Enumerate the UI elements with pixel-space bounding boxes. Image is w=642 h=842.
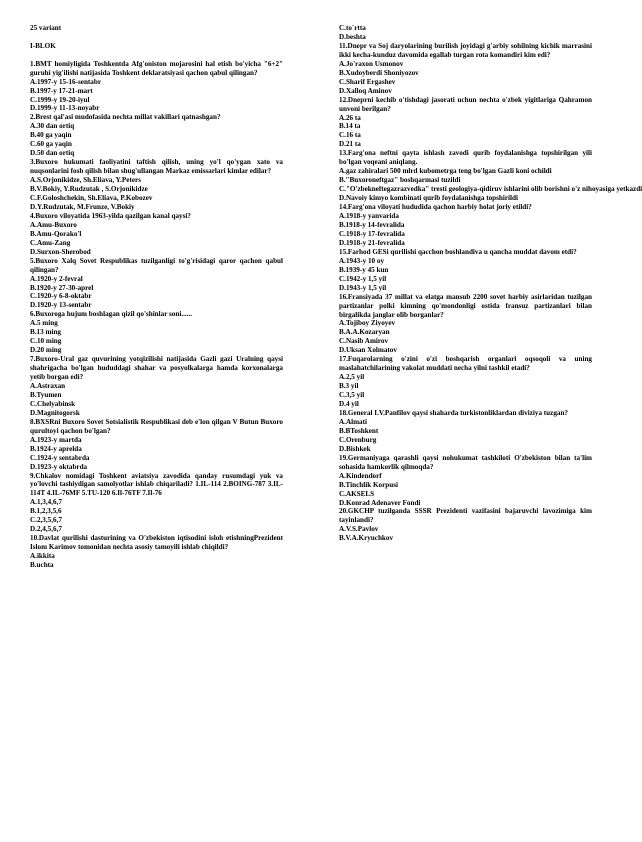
answer-option: D.beshta bbox=[339, 32, 366, 41]
answer-option: B.BToshkent bbox=[339, 426, 379, 435]
answer-option: A.S.Orjonikidze, Sh.Eliava, Y.Peters bbox=[30, 176, 141, 185]
right-question-list bbox=[339, 41, 642, 543]
answer-option: B.V.Bokiy, Y.Rudzutak , S.Orjonikidze bbox=[30, 185, 148, 194]
question-text: 2.Brest qal'asi mudofasida nechta millat vakillari qatnashgan? bbox=[30, 113, 221, 122]
answer-option: C.16 ta bbox=[339, 131, 361, 140]
answer-option: A.Kindendorf bbox=[339, 471, 382, 480]
question-text: 4.Buxoro viloyatida 1963-yilda qazilgan kanal qaysi? bbox=[30, 211, 191, 220]
block-title: I-BLOK bbox=[30, 41, 56, 50]
question-block bbox=[339, 507, 592, 543]
answer-option: D.1943-y 1,5 yil bbox=[339, 283, 387, 292]
answer-option: B.1918-y 14-fevralida bbox=[339, 220, 405, 229]
answer-option: C.1942-y 1,5 yil bbox=[339, 274, 387, 283]
question-block bbox=[30, 257, 283, 311]
question-text: 11.Dnepr va Soj daryolarining burilish joyidagi g'arbiy sohilning kichik marrasini ikki kecha-kunduz davomida egallab turgan rota komandiri kim edi? bbox=[339, 41, 592, 59]
question-block bbox=[30, 418, 283, 472]
question-block bbox=[339, 203, 592, 248]
answer-option: D.Y.Rudzutak, M.Frunze, V.Bokiy bbox=[30, 202, 135, 211]
answer-option: B.1920-y 27-30-aprel bbox=[30, 283, 94, 292]
answer-option: D.Konrad Adenaver Fondi bbox=[339, 498, 421, 507]
answer-option: D.1920-y 13-sentabr bbox=[30, 301, 92, 310]
question-text: 12.Dneprni kechib o'tishdagi jasorati uchun nechta o'zbek yigitlariga Qahramon unvoni berilgan? bbox=[339, 95, 592, 113]
answer-option: A.Tojiboy Ziyoyev bbox=[339, 319, 396, 328]
question-block bbox=[339, 248, 592, 293]
answer-option: C."O'zbekneftegazrazvedka" tresti geologiya-qidiruv ishlarini olib borishni o'z nihoyasiga yetkazdi bbox=[339, 185, 642, 194]
question-text: 6.Buxoroga hujum boshlagan qizil qo'shinlar soni...... bbox=[30, 310, 193, 319]
question-text: 10.Davlat qurilishi dasturining va O'zbekiston iqtisodini isloh etishningPrezident Islom Karimov tomonidan nechta asosiy tamoyili ishlab chiqildi? bbox=[30, 534, 283, 552]
spacer bbox=[30, 33, 283, 42]
question-text: 15.Farhod GESi qurilishi qacchon boshlandiva u qancha muddat davom etdi? bbox=[339, 247, 577, 256]
answer-option: A.V.S.Pavlov bbox=[339, 525, 379, 534]
question-block bbox=[30, 158, 283, 212]
question-text: 20.GKCHP tuzilganda SSSR Prezidenti vazifasini bajaruvchi lavozimiga kim tayinlandi? bbox=[339, 507, 592, 525]
answer-option: D.1918-y 21-fevralida bbox=[339, 238, 405, 247]
answer-option: A.1918-y yanvarida bbox=[339, 212, 399, 221]
answer-option: A.ikkita bbox=[30, 552, 55, 561]
answer-option: B.V.A.Kryuchkov bbox=[339, 534, 394, 543]
answer-option: C.60 ga yaqin bbox=[30, 140, 72, 149]
question-text: 3.Buxoro hukumati faoliyatini taftish qilish, uning yo'l qo'ygan xato va nuqsonlarini fosh qilish bilan shug'ullangan Markaz emissarlari kimlar edilar? bbox=[30, 158, 283, 176]
answer-option: B.3 yil bbox=[339, 382, 359, 391]
answer-option: B.1,2,3,5,6 bbox=[30, 507, 62, 516]
question-block bbox=[339, 149, 642, 203]
answer-option: C.Sharif Ergashev bbox=[339, 77, 396, 86]
question-block bbox=[339, 409, 592, 454]
left-column bbox=[30, 24, 283, 570]
left-question-list bbox=[30, 60, 283, 570]
answer-option: D.1999-y 11-13-noyabr bbox=[30, 104, 100, 113]
question-text: 19.Germaniyaga qarashli qaysi nohukumat tashkiloti O'zbekiston bilan ta'lim sohasida hamkorlik qilmoqda? bbox=[339, 453, 592, 471]
question-block bbox=[30, 113, 283, 158]
answer-option: C.Orenburg bbox=[339, 435, 377, 444]
answer-option: B.1924-y aprelda bbox=[30, 444, 82, 453]
answer-option: A.1997-y 15-16-sentabr bbox=[30, 77, 102, 86]
answer-option: D.1923-y oktabrda bbox=[30, 462, 88, 471]
answer-option: B.Xudoyberdi Shoniyozov bbox=[339, 68, 419, 77]
question-block bbox=[30, 472, 283, 535]
question-block bbox=[339, 96, 592, 150]
question-text: 17.Fuqarolarning o'zini o'zi boshqarish organlari oqsoqoli va uning maslahatchilarining vakolat muddati necha yilni tashkil etadi? bbox=[339, 355, 592, 373]
answer-option: D.Uksan Xolmatov bbox=[339, 346, 397, 355]
answer-option: A.Almati bbox=[339, 417, 367, 426]
answer-option: C.AKSELS bbox=[339, 489, 375, 498]
answer-option: A.26 ta bbox=[339, 113, 361, 122]
question-block bbox=[339, 42, 592, 96]
carried-answer-list bbox=[339, 24, 592, 42]
answer-option: B."Buxoroneftgaz" boshqarmasi tuzildi bbox=[339, 176, 461, 185]
answer-option: A.5 ming bbox=[30, 319, 58, 328]
answer-option: D.Navoiy kimyo kombinati qurib foydalanishga topshirildi bbox=[339, 194, 518, 203]
answer-option: D.Surxon-Sherobod bbox=[30, 247, 91, 256]
question-text: 7.Buxoro-Ural gaz quvurining yotqizilishi natijasida Gazli gazi Uralning qaysi shahrigacha bo'lgan hududdagi shahar va posyolkalarga hamda korxonalarga yetib borgan edi? bbox=[30, 355, 283, 382]
answer-option: C.3,5 yil bbox=[339, 391, 365, 400]
answer-option: A.Astraxan bbox=[30, 382, 66, 390]
answer-option: A.1,3,4,6,7 bbox=[30, 498, 62, 507]
answer-option: C.Chelyabinsk bbox=[30, 399, 76, 408]
answer-option: B.uchta bbox=[30, 561, 54, 570]
answer-option: D.Xalloq Aminov bbox=[339, 86, 392, 95]
question-block bbox=[339, 454, 592, 508]
answer-option: B.1997-y 17-21-mart bbox=[30, 86, 93, 95]
question-text: 1.BMT homiyligida Toshkentda Afg'oniston mojarosini hal etish bo'yicha "6+2" guruhi yig'ilishi natijasida Toshkent deklaratsiyasi qachon qabul qilingan? bbox=[30, 59, 283, 77]
question-block bbox=[339, 293, 592, 356]
answer-option: D.Bishkek bbox=[339, 444, 371, 453]
question-text: 5.Buxoro Xalq Sovet Respublikas tuzilganligi to'g'risidagi qaror qachon qabul qilingan? bbox=[30, 256, 283, 274]
question-text: 16.Fransiyada 37 millat va elatga mansub 2200 sovet harbiy asirlaridan tuzilgan partizanlar polki kimning qo'mondonligi ostida fransuz partizanlari bilan birgalikda janglar olib borganlar? bbox=[339, 292, 592, 319]
answer-option: D.21 ta bbox=[339, 140, 361, 149]
answer-option: B.14 ta bbox=[339, 122, 361, 131]
answer-option: C.1918-y 17-fevralida bbox=[339, 229, 405, 238]
answer-option: A.2,5 yil bbox=[339, 373, 365, 382]
answer-option: C.2,3,5,6,7 bbox=[30, 516, 62, 525]
answer-option: A.1923-y martda bbox=[30, 435, 82, 444]
answer-option: C.to`rtta bbox=[339, 24, 366, 32]
answer-option: C.1999-y 19-20-iyul bbox=[30, 95, 90, 104]
answer-option: B.Amu-Qorako'l bbox=[30, 229, 82, 238]
question-block bbox=[339, 355, 592, 409]
answer-option: D.2,4,5,6,7 bbox=[30, 525, 62, 534]
answer-option: D.4 yil bbox=[339, 400, 359, 409]
question-block bbox=[30, 534, 283, 570]
answer-option: B.13 ming bbox=[30, 328, 61, 337]
question-block bbox=[30, 355, 283, 418]
answer-option: C.1920-y 6-8-oktabr bbox=[30, 292, 92, 301]
answer-option: B.Tyumen bbox=[30, 390, 62, 399]
answer-option: A.Jo'raxon Usmonov bbox=[339, 59, 404, 68]
question-text: 9.Chkalov nomidagi Toshkent aviatsiya zavodida qanday rusumdagi yuk va yo'lovchi tashiydigan samolyotlar ishlab chiqariladi? 1.IL-114 2.BOING-787 3.IL-114T 4.IL-76MF 5.TU-120 6.Il-76TF 7.Il-76 bbox=[30, 471, 283, 498]
question-block bbox=[30, 212, 283, 257]
question-text: 13.Farg'ona neftni qayta ishlash zavodi qurib foydalanishga topshirilgan yili bo'lgan voqeani aniqlang. bbox=[339, 149, 592, 167]
answer-option: C.1924-y sentabrda bbox=[30, 453, 90, 462]
answer-option: A.gaz zahiralari 500 mlrd kubometrga teng bo'lgan Gazli koni ochildi bbox=[339, 167, 552, 176]
variant-title: 25 variant bbox=[30, 24, 62, 32]
answer-option: A.30 dan ortiq bbox=[30, 122, 75, 131]
answer-option: D.Magnitogorsk bbox=[30, 408, 80, 417]
question-block bbox=[30, 60, 283, 114]
answer-option: A.1943-y 10 oy bbox=[339, 256, 385, 265]
spacer bbox=[30, 51, 283, 60]
question-text: 18.General I.V.Panfilov qaysi shaharda turkistonliklardan diviziya tuzgan? bbox=[339, 408, 568, 417]
answer-option: C.10 ming bbox=[30, 337, 62, 346]
answer-option: B.1939-y 45 kun bbox=[339, 265, 389, 274]
answer-option: D.20 ming bbox=[30, 346, 62, 355]
answer-option: C.F.Goloshchekin, Sh.Eliava, P.Kobozev bbox=[30, 193, 153, 202]
right-column bbox=[339, 24, 642, 543]
answer-option: B.Tinchlik Korpusi bbox=[339, 480, 399, 489]
answer-option: B.40 ga yaqin bbox=[30, 131, 72, 140]
question-text: 8.BXSRni Buxoro Sovet Sotsialistik Respublikasi deb e'lon qilgan V Butun Buxoro qurultoyi qachon bo'lgan? bbox=[30, 417, 283, 435]
question-block bbox=[30, 310, 283, 355]
answer-option: D.50 dan ortiq bbox=[30, 149, 75, 158]
answer-option: A.1920-y 2-fevral bbox=[30, 274, 83, 283]
answer-option: B.A.A.Kozaryan bbox=[339, 328, 390, 337]
question-text: 14.Farg'ona viloyati hududida qachon harbiy holat joriy etildi? bbox=[339, 203, 532, 212]
answer-option: C.Amu-Zang bbox=[30, 238, 71, 247]
answer-option: C.Nasib Amirov bbox=[339, 337, 389, 346]
answer-option: A.Amu-Buxoro bbox=[30, 220, 77, 229]
